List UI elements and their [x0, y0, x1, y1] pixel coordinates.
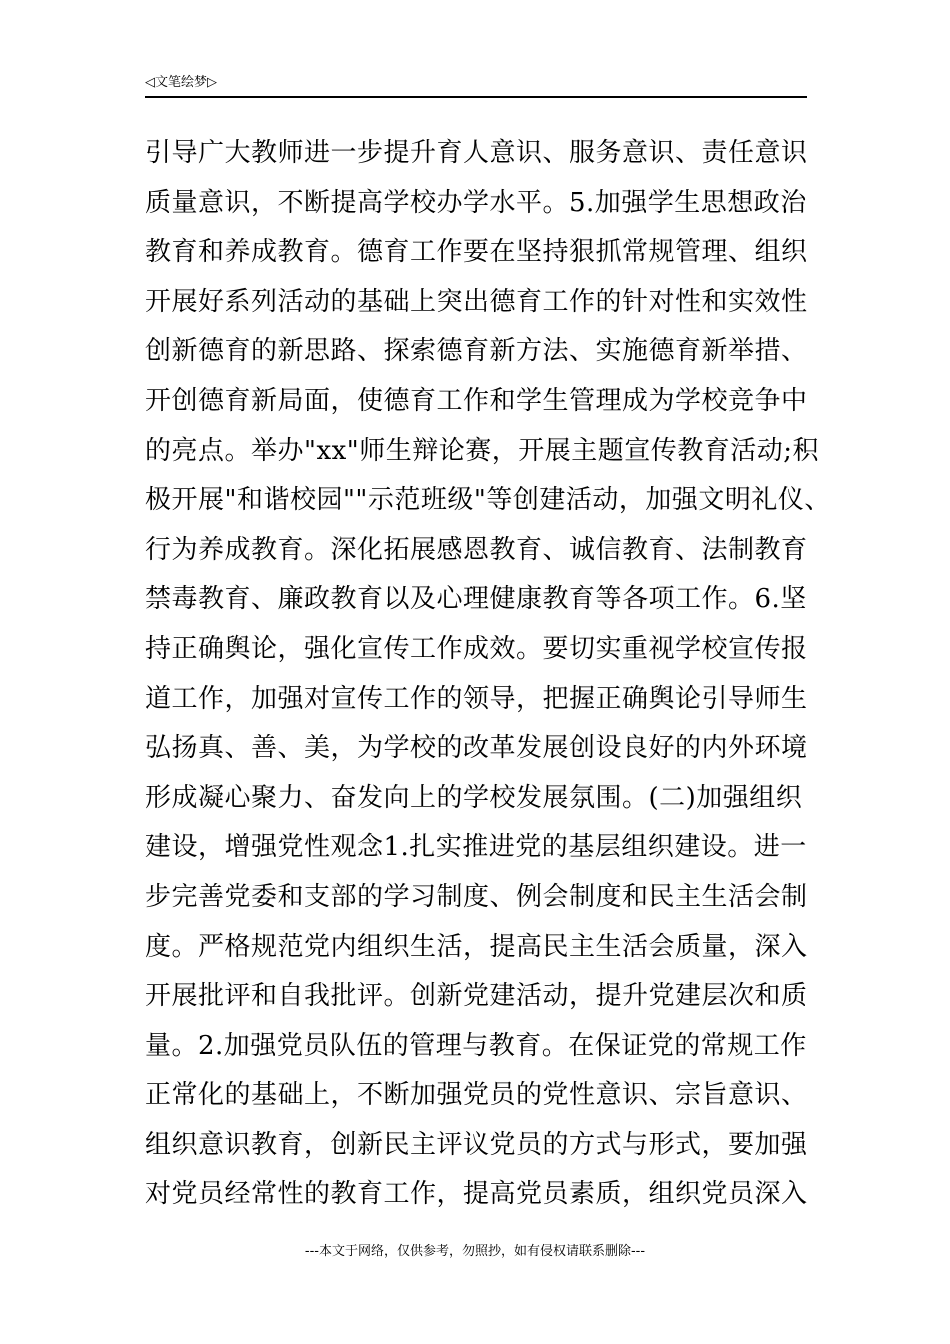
text-line: 组织意识教育，创新民主评议党员的方式与形式，要加强	[145, 1129, 808, 1160]
text-line: 弘扬真、善、美，为学校的改革发展创设良好的内外环境	[145, 733, 808, 764]
text-line: 行为养成教育。深化拓展感恩教育、诚信教育、法制教育	[145, 534, 808, 565]
text-line: 建设，增强党性观念1.扎实推进党的基层组织建设。进一	[145, 832, 807, 863]
text-line: 极开展"和谐校园""示范班级"等创建活动，加强文明礼仪、	[145, 485, 831, 516]
text-line: 的亮点。举办"xx"师生辩论赛，开展主题宣传教育活动;积	[145, 435, 820, 466]
text-line: 量。2.加强党员队伍的管理与教育。在保证党的常规工作	[145, 1030, 807, 1061]
text-line: 禁毒教育、廉政教育以及心理健康教育等各项工作。6.坚	[145, 584, 807, 615]
text-line: 道工作，加强对宣传工作的领导，把握正确舆论引导师生	[145, 683, 808, 714]
text-line: 步完善党委和支部的学习制度、例会制度和民主生活会制	[145, 881, 808, 912]
text-line: 质量意识，不断提高学校办学水平。5.加强学生思想政治	[145, 187, 807, 218]
text-line: 创新德育的新思路、探索德育新方法、实施德育新举措、	[145, 336, 808, 367]
page-header-title: ◁文笔绘梦▷	[145, 75, 217, 90]
text-line: 开创德育新局面，使德育工作和学生管理成为学校竞争中	[145, 385, 808, 416]
text-line: 开展批评和自我批评。创新党建活动，提升党建层次和质	[145, 981, 808, 1012]
text-line: 引导广大教师进一步提升育人意识、服务意识、责任意识	[145, 138, 808, 168]
text-line: 度。严格规范党内组织生活，提高民主生活会质量，深入	[145, 931, 808, 962]
text-line: 形成凝心聚力、奋发向上的学校发展氛围。(二)加强组织	[145, 782, 803, 813]
header-divider	[145, 96, 807, 98]
text-line: 教育和养成教育。德育工作要在坚持狠抓常规管理、组织	[145, 237, 808, 268]
page-footer-disclaimer: ---本文于网络，仅供参考，勿照抄，如有侵权请联系删除---	[304, 1244, 646, 1259]
text-line: 对党员经常性的教育工作，提高党员素质，组织党员深入	[145, 1179, 808, 1210]
text-line: 开展好系列活动的基础上突出德育工作的针对性和实效性	[145, 286, 808, 317]
text-line: 正常化的基础上，不断加强党员的党性意识、宗旨意识、	[145, 1080, 808, 1111]
document-body	[145, 129, 865, 1220]
text-line: 持正确舆论，强化宣传工作成效。要切实重视学校宣传报	[145, 633, 808, 664]
